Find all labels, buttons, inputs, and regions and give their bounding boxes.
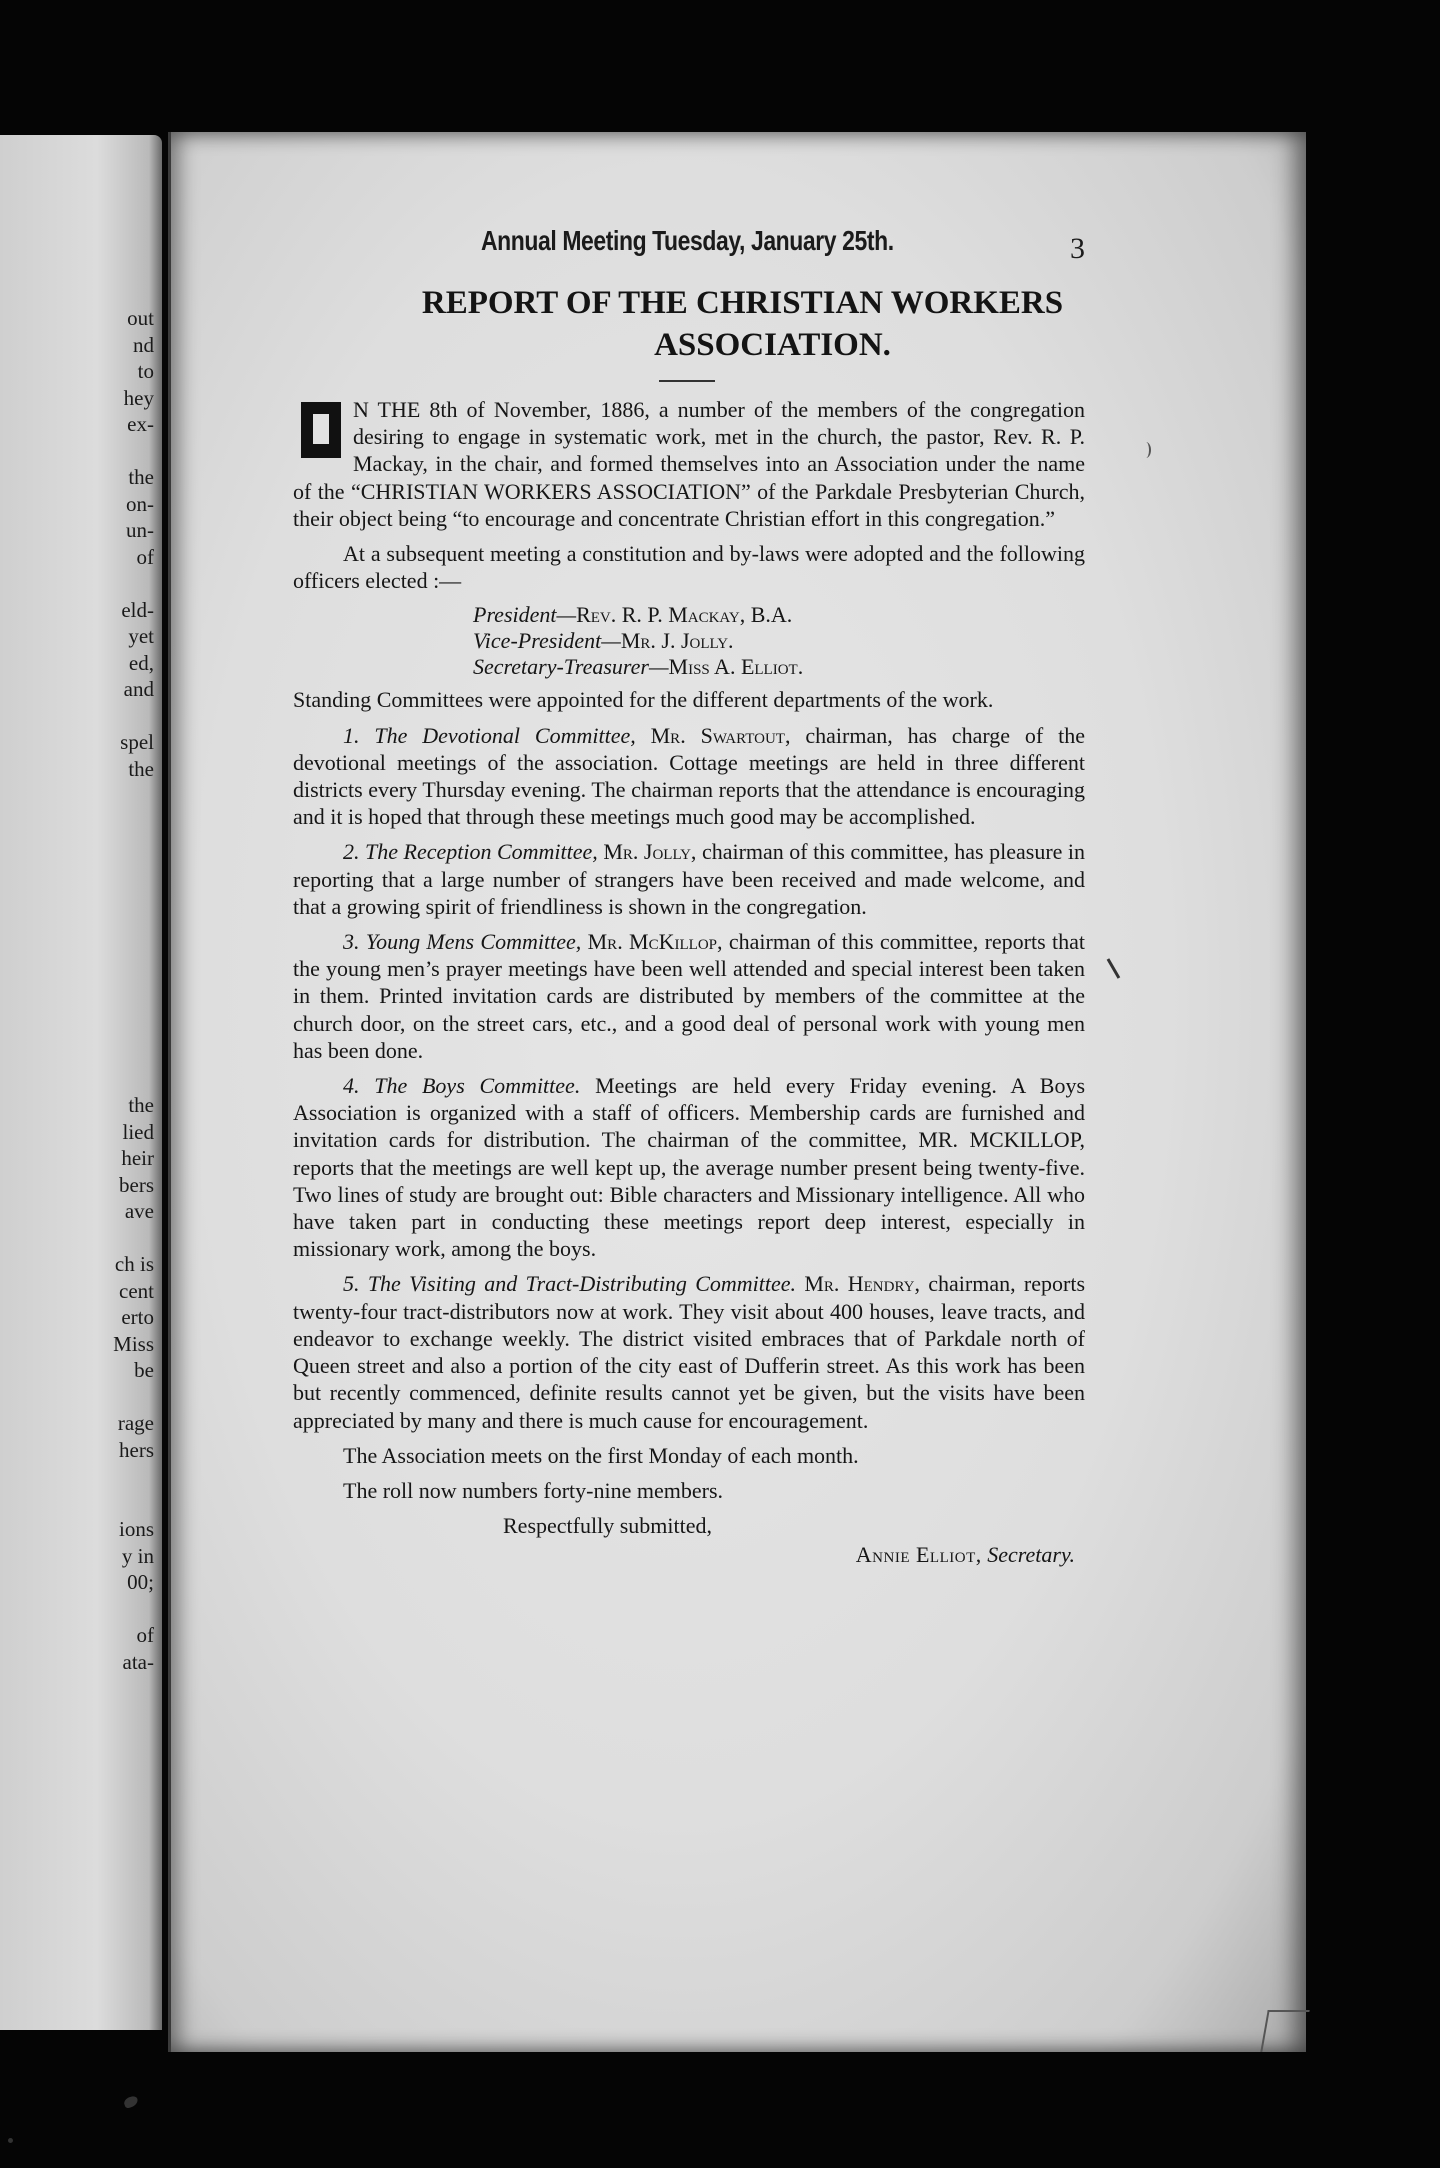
committee-boys bbox=[293, 1072, 1085, 1262]
report-title-line-2: ASSOCIATION. bbox=[654, 327, 891, 363]
committee-chair: Mr. Hendry, bbox=[804, 1271, 920, 1297]
facing-page-fragment bbox=[113, 1384, 154, 1411]
facing-page-fragment bbox=[113, 1490, 154, 1517]
facing-page-fragment: spel bbox=[120, 730, 154, 754]
facing-page-fragment: ch is bbox=[114, 1252, 154, 1276]
intro-text: N THE 8th of November, 1886, a number of the members of the congregation desiring to engage in systematic work, met in the church, the pastor, Rev. R. P. Mackay, in the chair, and formed themselves into an Association under the name of the “CHRISTIAN WORKERS ASSOCIATION” of the Parkdale Presbyterian Church, their object being “to encourage and concentrate Christian effort in this congregation.” bbox=[293, 397, 1085, 531]
committee-name: Young Mens Committee, bbox=[365, 929, 582, 955]
page-corner-fold bbox=[1260, 2010, 1309, 2052]
committee-text: Meetings are held every Friday evening. A Boys Association is organized with a staff of officers. Membership cards are furnished and invitation cards for distribution. The chairman of the committee, MR. MCKILLOP, reports that the meetings are well kept up, the average number present being twenty-five. Two lines of study are brought out: Bible characters and Missionary intelligence. All who have taken part in conducting these meetings report deep interest, especially in missionary work, among the boys. bbox=[293, 1073, 1086, 1262]
facing-page-fragment: nd bbox=[133, 332, 154, 357]
facing-page-fragment: the bbox=[128, 1093, 154, 1117]
ink-smudge bbox=[123, 2095, 140, 2109]
facing-page-fragment: yet bbox=[128, 624, 154, 648]
document-page bbox=[168, 132, 1306, 2052]
facing-page-fragment: erto bbox=[121, 1305, 154, 1329]
signature-name: Annie Elliot, bbox=[855, 1542, 982, 1568]
officers-list bbox=[473, 602, 1085, 680]
facing-page-fragment: ions bbox=[118, 1517, 154, 1541]
committee-visiting-tract bbox=[293, 1270, 1085, 1433]
facing-page-fragment: heir bbox=[121, 1146, 154, 1170]
facing-page-fragment: y in bbox=[121, 1543, 154, 1568]
ink-dot bbox=[8, 2138, 13, 2143]
committee-young-mens bbox=[293, 928, 1085, 1064]
committee-chair: Mr. Jolly, bbox=[603, 839, 697, 865]
committee-chair: Mr. McKillop, bbox=[587, 929, 723, 955]
committees-intro: Standing Committees were appointed for the different departments of the work. bbox=[293, 687, 994, 713]
officer-name: Miss A. Elliot. bbox=[668, 654, 804, 680]
facing-page-fragment: the bbox=[128, 465, 154, 489]
facing-page-fragment: on- bbox=[126, 491, 154, 516]
facing-page-fragment: out bbox=[127, 306, 154, 330]
facing-page-fragment: Miss bbox=[113, 1331, 154, 1356]
membership-roll: The roll now numbers forty-nine members. bbox=[343, 1477, 724, 1503]
committee-name: The Devotional Committee, bbox=[374, 722, 636, 748]
committee-number: 1. bbox=[343, 722, 360, 748]
committee-devotional bbox=[293, 722, 1085, 831]
facing-page-fragment: rage bbox=[117, 1411, 154, 1435]
facing-page-fragment: ata- bbox=[122, 1649, 154, 1674]
page-number: 3 bbox=[1070, 232, 1085, 265]
facing-page-fragment bbox=[113, 438, 154, 465]
facing-page-fragment: bers bbox=[119, 1172, 154, 1197]
facing-page-fragment bbox=[113, 703, 154, 730]
intro-paragraph bbox=[293, 396, 1085, 532]
margin-mark bbox=[1141, 442, 1151, 458]
report-title-line-1: REPORT OF THE CHRISTIAN WORKERS bbox=[421, 285, 1064, 321]
facing-page-fragment bbox=[113, 1225, 154, 1252]
officer-role: President— bbox=[473, 602, 577, 628]
committee-name: The Boys Committee. bbox=[374, 1073, 581, 1099]
facing-page-fragment: ex- bbox=[127, 412, 154, 436]
facing-page-fragment: ed, bbox=[128, 650, 154, 675]
submitted-line: Respectfully submitted, bbox=[503, 1513, 712, 1539]
facing-page-fragment: ave bbox=[124, 1199, 154, 1223]
facing-page-fragment: eld- bbox=[121, 597, 154, 622]
signature-title: Secretary. bbox=[987, 1542, 1075, 1568]
committee-text: chairman of this committee, reports that the young men’s prayer meetings have been well attended and special interest been taken in them. Printed invitation cards are distributed by members of the committee at the church door, on the street cars, etc., and a good deal of personal work with young men has been done. bbox=[293, 929, 1086, 1063]
facing-page-fragment: be bbox=[134, 1358, 154, 1382]
title-divider bbox=[659, 380, 715, 382]
facing-page-fragment: the bbox=[128, 756, 154, 781]
facing-page-fragment bbox=[113, 570, 154, 597]
officer-role: Vice-President— bbox=[473, 628, 621, 654]
committee-number: 2. bbox=[343, 839, 360, 865]
running-header: Annual Meeting Tuesday, January 25th. bbox=[481, 225, 894, 256]
facing-page-fragment: of bbox=[136, 544, 154, 569]
report-title bbox=[171, 282, 1306, 366]
facing-page-fragment: cent bbox=[119, 1278, 154, 1303]
committee-text: chairman, reports twenty-four tract-distributors now at work. They visit about 400 houses, leave tracts, and endeavor to exchange weekly. The district visited embraces that of Parkdale north of Queen street and also a portion of the city east of Dufferin street. As this work has been but recently commenced, definite results cannot yet be given, but the visits have been appreciated by many and there is much cause for encouragement. bbox=[293, 1271, 1086, 1433]
committee-chair: Mr. Swartout, bbox=[650, 722, 791, 748]
facing-page-fragment: un- bbox=[126, 518, 154, 542]
facing-page-fragment: hey bbox=[123, 385, 154, 410]
committee-number: 4. bbox=[343, 1073, 360, 1099]
facing-page-fragment: to bbox=[137, 359, 154, 383]
facing-page-edge bbox=[0, 135, 162, 2030]
facing-page-fragments bbox=[113, 305, 154, 1675]
officer-role: Secretary-Treasurer— bbox=[473, 654, 669, 680]
committee-number: 3. bbox=[343, 929, 360, 955]
committee-name: The Visiting and Tract-Distributing Committee. bbox=[367, 1271, 797, 1297]
committee-text: chairman of this committee, has pleasure in reporting that a large number of strangers have been received and made welcome, and that a growing spirit of friendliness is shown in the congregation. bbox=[293, 839, 1086, 919]
facing-page-fragment bbox=[113, 1463, 154, 1490]
constitution-paragraph: At a subsequent meeting a constitution and by-laws were adopted and the following officers elected :— bbox=[293, 541, 1085, 594]
facing-page-gap bbox=[113, 782, 154, 1092]
committee-reception bbox=[293, 838, 1085, 920]
meeting-schedule: The Association meets on the first Monday of each month. bbox=[343, 1442, 859, 1468]
signature bbox=[293, 1541, 1085, 1568]
committee-text: chairman, has charge of the devotional meetings of the association. Cottage meetings are held in three different districts every Thursday evening. The chairman reports that the attendance is encouraging and it is hoped that through these meetings much good may be accomplished. bbox=[293, 722, 1085, 830]
facing-page-fragment: of bbox=[136, 1623, 154, 1647]
facing-page-fragment: and bbox=[123, 677, 154, 701]
officer-secretary-treasurer bbox=[473, 654, 1085, 680]
committee-number: 5. bbox=[343, 1271, 360, 1297]
report-body bbox=[293, 396, 1085, 1569]
officer-name: Rev. R. P. Mackay, B.A. bbox=[576, 602, 793, 628]
facing-page-fragment: lied bbox=[122, 1119, 154, 1144]
facing-page-fragment: hers bbox=[119, 1437, 154, 1462]
margin-mark bbox=[1107, 951, 1133, 979]
officer-vice-president bbox=[473, 628, 1085, 654]
facing-page-fragment: 00; bbox=[127, 1570, 154, 1594]
officer-president bbox=[473, 602, 1085, 628]
facing-page-fragment bbox=[113, 1596, 154, 1623]
officer-name: Mr. J. Jolly. bbox=[620, 628, 734, 654]
dropcap-o bbox=[301, 402, 341, 458]
committee-name: The Reception Committee, bbox=[365, 839, 598, 865]
